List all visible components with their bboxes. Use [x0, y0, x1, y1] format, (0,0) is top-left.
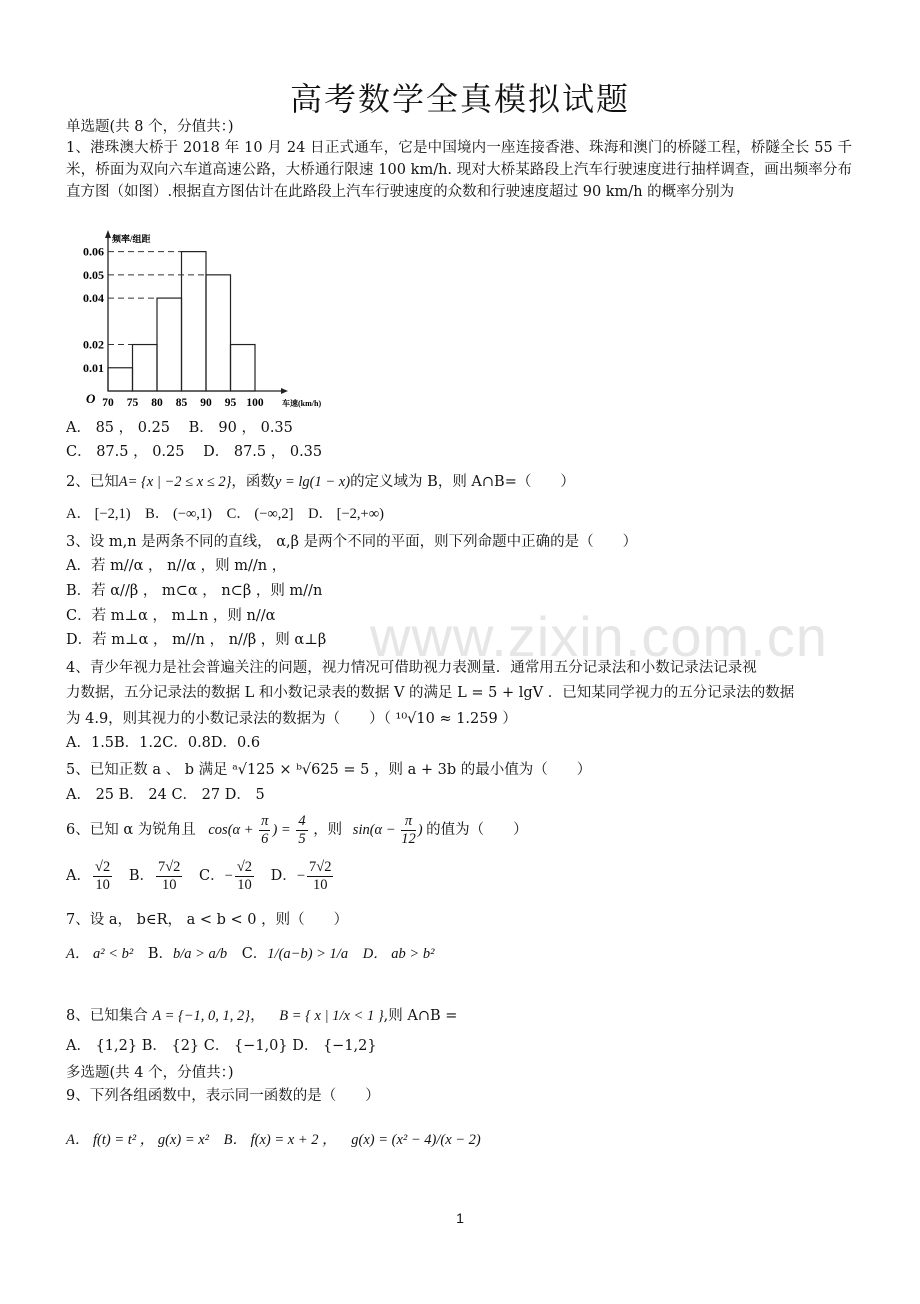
q7-option-a[interactable]: A． a² < b²	[66, 946, 134, 962]
q9-option-b-g[interactable]: g(x) = (x² − 4)/(x − 2)	[351, 1132, 481, 1148]
y-tick-label: 0.06	[83, 244, 104, 259]
q6-condition: cos(α + $\frac{\pi}{6}$ ) = $\frac{4}{5}$	[208, 813, 306, 848]
x-axis-arrow	[281, 388, 288, 394]
question-9-stem: 9、下列各组函数中，表示同一函数的是（ ）	[66, 1088, 380, 1104]
q6-option-d[interactable]: D．− $\frac{7√2}{10}$	[270, 858, 332, 893]
question-7-stem: 7、设 a， b∈R， a < b < 0 ，则（ ）	[66, 912, 349, 928]
y-tick-label: 0.04	[83, 291, 104, 306]
q7-option-d[interactable]: D． ab > b²	[362, 946, 435, 962]
question-1-text: 1、港珠澳大桥于 2018 年 10 月 24 日正式通车，它是中国境内一座连接香港、珠海和澳门的桥隧工程，桥隧全长 55 千米，桥面为双向六车道高速公路，大桥通行限速 100 km/h. 现对大桥某路段上汽车行驶速度进行抽样调查，画出频率分布直方图（如图）.根据直方图估计在此路段上汽车行驶速度的众数和行驶速度超过 90 km/h 的概率分别为	[66, 140, 852, 200]
q6-then: ，则	[313, 822, 343, 838]
question-7-options	[66, 944, 434, 964]
question-4-options[interactable]: A．1.5B．1.2C．0.8D．0.6	[66, 735, 261, 751]
q2-option-b[interactable]: B． (−∞,1)	[145, 506, 213, 522]
q1-option-b[interactable]: B． 90 ， 0.35	[188, 420, 293, 436]
y-tick-label: 0.01	[83, 360, 104, 375]
question-4-line-1: 4、青少年视力是社会普遍关注的问题，视力情况可借助视力表测量．通常用五分记录法和小数记录法记录视	[66, 660, 757, 676]
histogram-bar	[157, 298, 182, 391]
q6-option-c[interactable]: C．− $\frac{√2}{10}$	[199, 858, 253, 893]
question-2-options	[66, 504, 384, 524]
x-tick-label: 100	[246, 397, 264, 409]
question-6-stem	[66, 812, 528, 848]
y-tick-label: 0.05	[83, 267, 104, 282]
page-title: 高考数学全真模拟试题	[289, 80, 630, 118]
x-axis-label: 车速(km/h)	[282, 399, 322, 408]
q6-lead: 6、已知 α 为锐角且	[66, 822, 196, 838]
histogram-chart	[66, 226, 322, 411]
question-3-stem: 3、设 m,n 是两条不同的直线， α,β 是两个不同的平面，则下列命题中正确的是（ ）	[66, 534, 638, 550]
q7-option-b-label: B．	[147, 946, 173, 962]
q1-option-d[interactable]: D． 87.5 ， 0.35	[203, 444, 323, 460]
q3-option-a[interactable]: A．若 m//α ， n//α ，则 m//n ，	[66, 558, 287, 574]
q8-set-b: B = { x | 1/x < 1 }	[279, 1008, 384, 1024]
x-tick-label: 95	[224, 397, 237, 409]
question-6-options	[66, 858, 335, 894]
histogram-bar	[231, 345, 256, 391]
q2-set-a: A= {x | −2 ≤ x ≤ 2}	[118, 474, 232, 490]
question-5-options[interactable]: A． 25 B． 24 C． 27 D． 5	[66, 787, 265, 803]
x-tick-label: 80	[151, 397, 163, 409]
histogram-bar	[108, 368, 133, 391]
question-9-options	[66, 1130, 481, 1150]
q3-option-c[interactable]: C．若 m⊥α ， m⊥n ，则 n//α	[66, 608, 276, 624]
q9-option-a[interactable]: A． f(t) = t² ， g(x) = x²	[66, 1132, 210, 1148]
y-axis-arrow	[105, 230, 111, 238]
q2-option-c[interactable]: C． (−∞,2]	[226, 506, 294, 522]
q2-tail: 的定义域为 B，则 A∩B=（ ）	[350, 474, 575, 490]
q7-option-b[interactable]: b/a > a/b	[172, 946, 228, 962]
q9-option-b[interactable]: B． f(x) = x + 2 ，	[223, 1132, 337, 1148]
x-tick-label: 75	[126, 397, 139, 409]
q7-option-c[interactable]: 1/(a−b) > 1/a	[267, 946, 349, 962]
y-axis-label: 频率/组距	[112, 234, 151, 244]
q7-option-c-label: C．	[241, 946, 268, 962]
q3-option-b[interactable]: B．若 α//β ， m⊂α ， n⊂β ，则 m//n	[66, 583, 323, 599]
q6-expression: sin(α − $\frac{\pi}{12}$ )	[352, 813, 423, 848]
x-tick-label: 90	[200, 397, 212, 409]
q6-option-b[interactable]: B． $\frac{7√2}{10}$	[128, 858, 181, 893]
x-tick-label: 70	[102, 397, 114, 409]
q6-tail: 的值为（ ）	[426, 822, 528, 838]
question-8-options[interactable]: A． {1,2} B． {2} C． {−1,0} D． {−1,2}	[66, 1038, 377, 1054]
question-2-stem	[66, 472, 575, 492]
q2-option-a[interactable]: A． [−2,1)	[66, 506, 131, 522]
q8-lead: 8、已知集合	[66, 1008, 148, 1024]
page-number: 1	[456, 1210, 464, 1226]
q1-option-c[interactable]: C． 87.5 ， 0.25	[66, 444, 185, 460]
section-heading-multi-choice: 多选题(共 4 个，分值共：)	[66, 1065, 234, 1081]
watermark: www.zixin.com.cn	[370, 605, 828, 668]
question-5-stem: 5、已知正数 a 、 b 满足 ᵃ√125 × ᵇ√625 = 5 ，则 a + 3b 的最小值为（ ）	[66, 762, 592, 778]
q3-option-d[interactable]: D．若 m⊥α ， m//n ， n//β ，则 α⊥β	[66, 632, 327, 648]
x-tick-label: 85	[175, 397, 188, 409]
question-8-stem: 8、已知集合 A = {−1, 0, 1, 2}， B = { x | 1/x < 1 },则 A∩B =	[66, 1008, 458, 1024]
q2-mid: ，函数	[231, 474, 275, 490]
origin-label: O	[86, 391, 96, 406]
q6-option-a[interactable]: A． $\frac{√2}{10}$	[66, 858, 111, 893]
question-4-line-2: 力数据，五分记录法的数据 L 和小数记录表的数据 V 的满足 L = 5 + lgV ．已知某同学视力的五分记录法的数据	[66, 685, 795, 701]
histogram-bar	[206, 275, 231, 391]
histogram-bar	[182, 252, 207, 391]
question-1-options-row2	[66, 442, 322, 462]
question-4-line-3: 为 4.9，则其视力的小数记录法的数据为（ ）（ ¹⁰√10 ≈ 1.259 ）	[66, 711, 517, 727]
histogram-bar	[133, 345, 158, 391]
y-tick-label: 0.02	[83, 337, 104, 352]
q8-set-a: A = {−1, 0, 1, 2}	[152, 1008, 251, 1024]
section-heading-single-choice: 单选题(共 8 个，分值共：)	[66, 119, 234, 135]
q1-option-a[interactable]: A． 85 ， 0.25	[66, 420, 171, 436]
q2-function: y = lg(1 − x)	[274, 474, 351, 490]
q2-option-d[interactable]: D． [−2,+∞)	[308, 506, 384, 522]
question-1-options-row1	[66, 418, 293, 438]
q8-tail: ,则 A∩B =	[383, 1008, 458, 1024]
q2-lead: 2、已知	[66, 474, 119, 490]
